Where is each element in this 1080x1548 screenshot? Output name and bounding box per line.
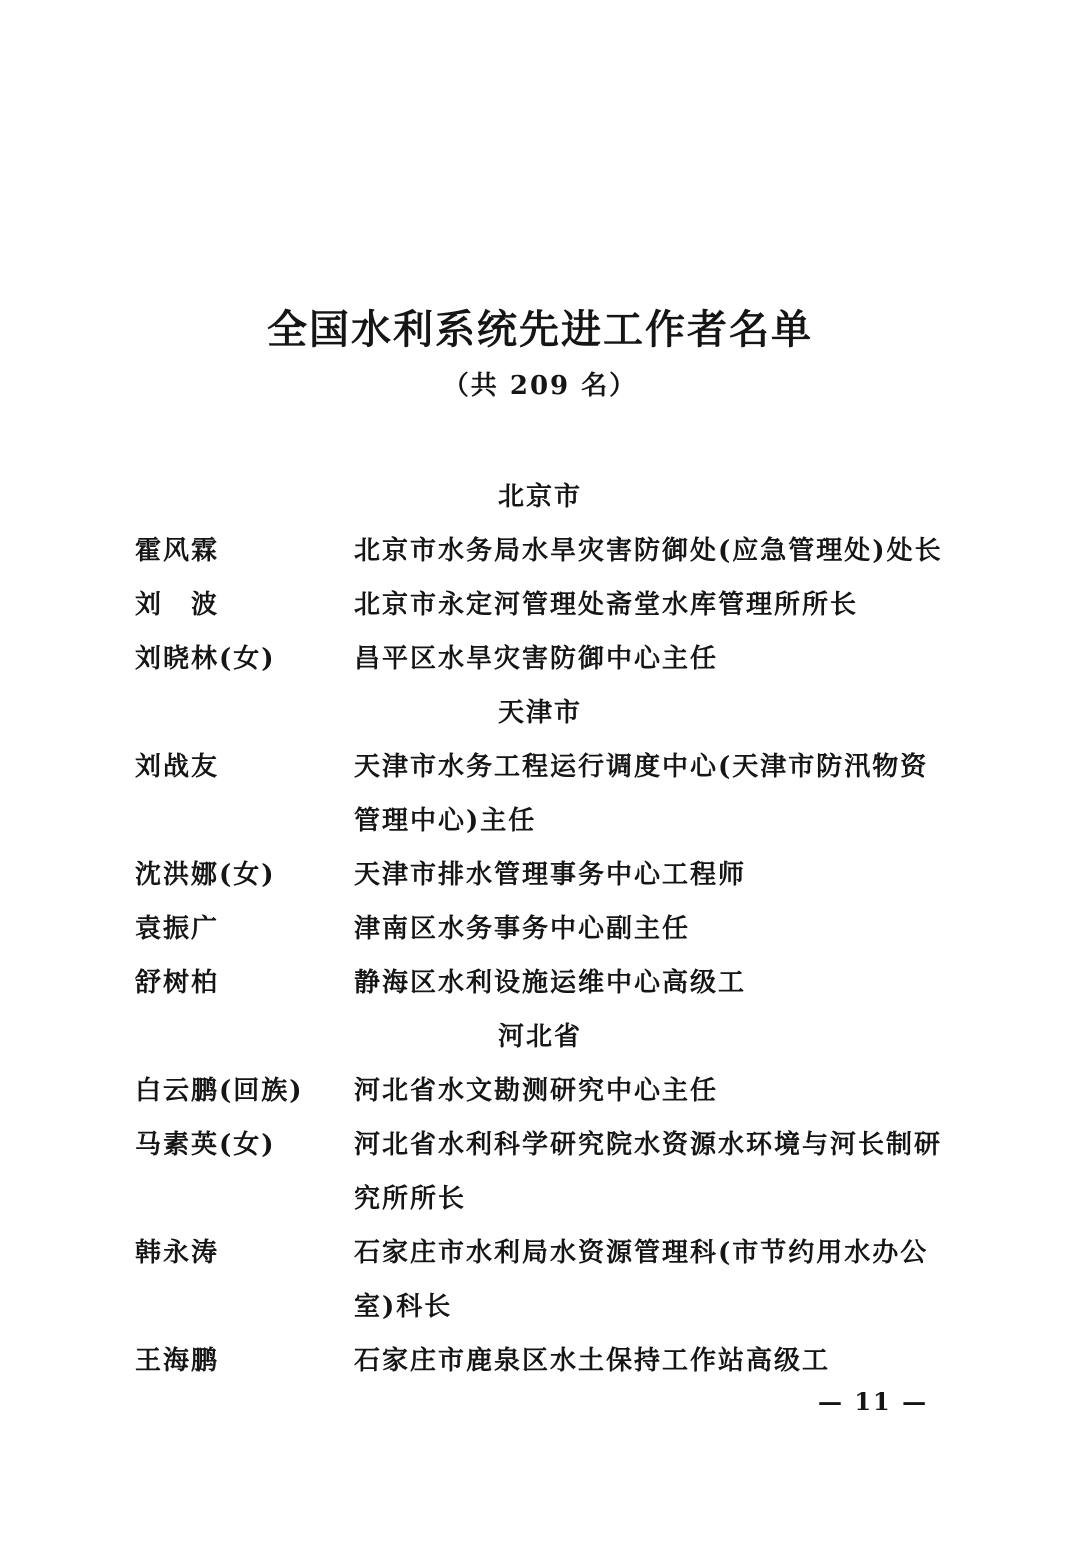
person-name: 王海鹏 [135, 1346, 220, 1376]
person-position: 河北省水文勘测研究中心主任 [354, 1076, 719, 1106]
person-name: 舒树柏 [135, 968, 220, 998]
person-position: 石家庄市鹿泉区水土保持工作站高级工 [354, 1346, 831, 1376]
region-heading: 北京市 [497, 482, 582, 512]
page-number: — 11 — [818, 1387, 929, 1416]
document-subtitle: （共 209 名） [442, 371, 638, 401]
person-name: 马素英(女) [135, 1130, 276, 1160]
person-name: 韩永涛 [135, 1238, 220, 1268]
person-position: 津南区水务事务中心副主任 [354, 914, 691, 944]
person-position: 河北省水利科学研究院水资源水环境与河长制研究所所长 [354, 1130, 943, 1214]
list-item [0, 1226, 1080, 1334]
list-item [0, 740, 1080, 848]
person-position: 天津市水务工程运行调度中心(天津市防汛物资管理中心)主任 [354, 752, 929, 836]
region-heading: 河北省 [497, 1022, 582, 1052]
person-name: 袁振广 [135, 914, 220, 944]
person-position: 天津市排水管理事务中心工程师 [354, 860, 747, 890]
list-item [0, 1334, 1080, 1388]
person-position: 石家庄市水利局水资源管理科(市节约用水办公室)科长 [354, 1238, 929, 1322]
list-item [0, 524, 1080, 578]
list-item [0, 1118, 1080, 1226]
region-heading: 天津市 [497, 698, 582, 728]
document-title: 全国水利系统先进工作者名单 [267, 307, 813, 353]
person-position: 北京市永定河管理处斋堂水库管理所所长 [354, 590, 859, 620]
person-name: 白云鹏(回族) [135, 1076, 304, 1106]
list-item [0, 956, 1080, 1010]
list-item [0, 848, 1080, 902]
list-item [0, 902, 1080, 956]
person-name: 刘 波 [135, 590, 220, 620]
list-item [0, 1064, 1080, 1118]
person-name: 沈洪娜(女) [135, 860, 276, 890]
person-position: 北京市水务局水旱灾害防御处(应急管理处)处长 [354, 536, 943, 566]
person-name: 刘战友 [135, 752, 220, 782]
person-position: 昌平区水旱灾害防御中心主任 [354, 644, 719, 674]
awardee-list [0, 470, 1080, 1388]
person-position: 静海区水利设施运维中心高级工 [354, 968, 747, 998]
list-item [0, 578, 1080, 632]
list-item [0, 632, 1080, 686]
person-name: 霍风霖 [135, 536, 220, 566]
person-name: 刘晓林(女) [135, 644, 276, 674]
